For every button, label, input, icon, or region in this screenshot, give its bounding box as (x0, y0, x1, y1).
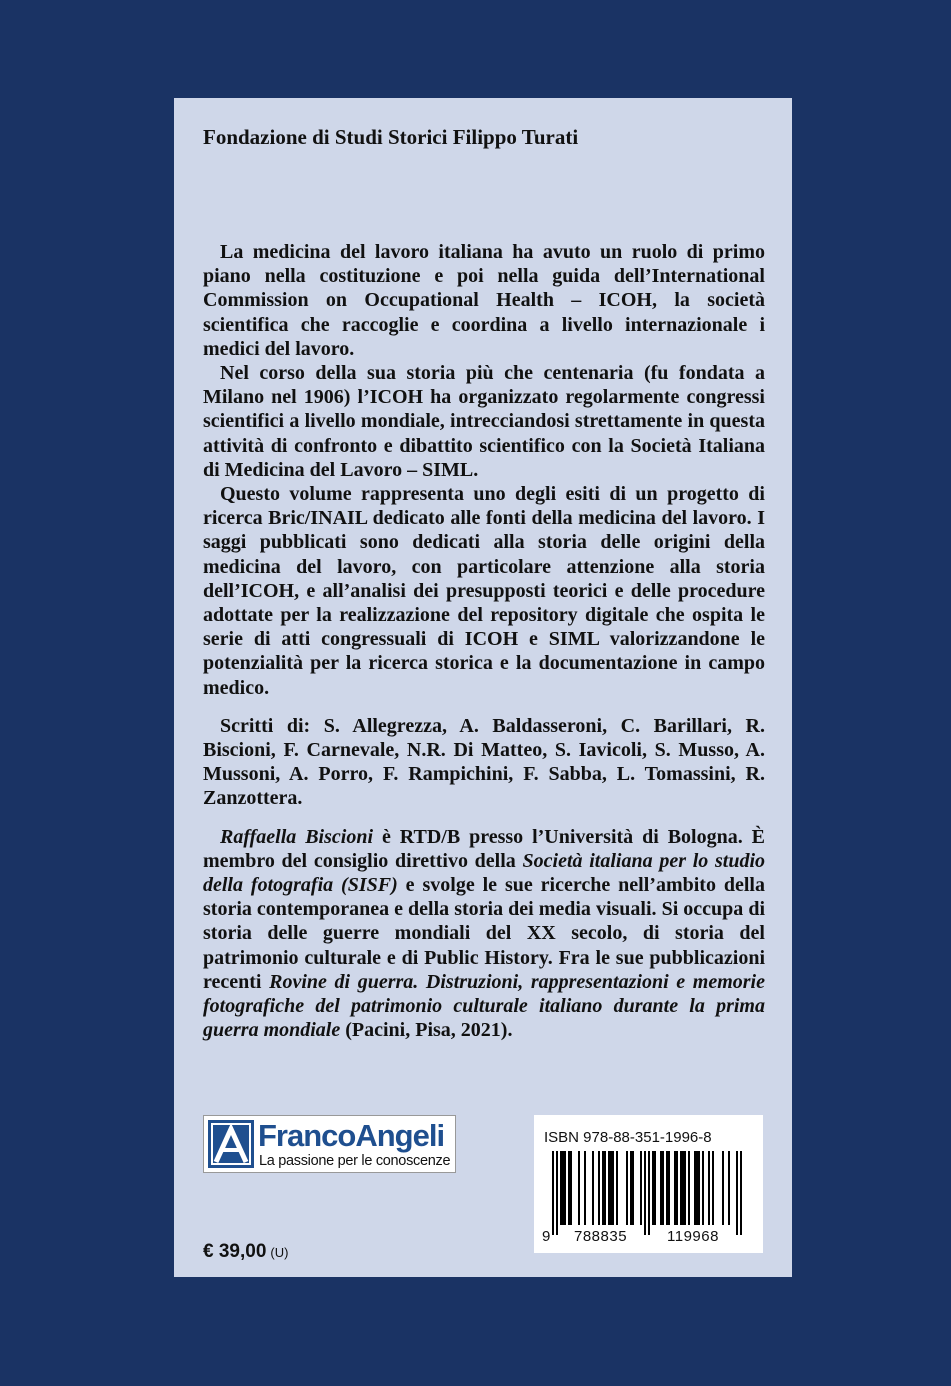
barcode-bar (626, 1151, 628, 1225)
blurb (203, 240, 765, 1043)
price (203, 1241, 288, 1263)
barcode-bar (570, 1151, 572, 1225)
author-bio: Raffaella Biscioni è RTD/B presso l’Università di Bologna. È membro del consiglio direttivo della Società italiana per lo studio della fotografia (SISF) e svolge le sue ricerche nell’ambito della storia contemporanea e della storia dei media visuali. Si occupa di storia delle guerre mondiali del XX secolo, di storia del patrimonio culturale e di Public History. Fra le sue pubblicazioni recenti Rovine di guerra. Distruzioni, rappresentazioni e memorie fotografiche del patrimonio culturale italiano durante la prima guerra mondiale (Pacini, Pisa, 2021). (203, 825, 765, 1042)
back-cover-panel (174, 98, 792, 1277)
barcode-bar (674, 1151, 676, 1225)
barcode-bar (660, 1151, 662, 1225)
barcode-bar (712, 1151, 714, 1225)
barcode-bar (578, 1151, 580, 1225)
barcode-bar (598, 1151, 600, 1225)
barcode-bar (682, 1151, 684, 1225)
barcode-bar (652, 1151, 654, 1225)
barcode-bar (616, 1151, 618, 1225)
barcode-bar (556, 1151, 558, 1235)
isbn-label: ISBN 978-88-351-1996-8 (544, 1129, 712, 1146)
barcode-bar (740, 1151, 742, 1235)
barcode-bar (698, 1151, 700, 1225)
barcode-bar (676, 1151, 678, 1225)
barcode-bar (562, 1151, 564, 1225)
barcode-bar (644, 1151, 646, 1235)
barcode-digits-left: 788835 (574, 1228, 628, 1245)
barcode-bar (696, 1151, 698, 1225)
blurb-paragraph-3: Questo volume rappresenta uno degli esiti di un progetto di ricerca Bric/INAIL dedicato alle fonti della medicina del lavoro. I saggi pubblicati sono dedicati alla storia delle origini della medicina del lavoro, con particolare attenzione alla storia dell’ICOH, e all’analisi dei presupposti teorici e delle procedure adottate per la realizzazione del repository digitale che ospita le serie di atti congressuali di ICOH e SIML valorizzandone le potenzialità per la ricerca storica e la documentazione in campo medico. (203, 483, 765, 699)
barcode-bar (602, 1151, 604, 1225)
barcode-bar (564, 1151, 566, 1225)
blurb-paragraph-1: La medicina del lavoro italiana ha avuto un ruolo di primo piano nella costituzione e poi nella guida dell’International Commission on Occupational Health – ICOH, la società scientifica che raccoglie e coordina a livello internazionale i medici del lavoro. (203, 241, 765, 360)
price-amount: € 39,00 (203, 1241, 267, 1262)
barcode-bar (722, 1151, 724, 1225)
barcode-digit-first: 9 (542, 1228, 551, 1245)
barcode-bar (654, 1151, 656, 1225)
barcode-bar (568, 1151, 570, 1225)
barcode-bar (560, 1151, 562, 1225)
barcode-bar (688, 1151, 690, 1225)
barcode-bar (608, 1151, 610, 1225)
barcode-bar (640, 1151, 642, 1225)
barcode-bar (668, 1151, 670, 1225)
barcode-bar (666, 1151, 668, 1225)
bio-author-name: Raffaella Biscioni (220, 825, 374, 848)
barcode-bar (684, 1151, 686, 1225)
publisher-tagline: La passione per le conoscenze (259, 1153, 451, 1169)
barcode-bar (702, 1151, 704, 1225)
bio-society: Società italiana per lo studio della fotografia (SISF) (203, 849, 765, 897)
barcode-bar (662, 1151, 664, 1225)
publisher-logo-icon (208, 1120, 254, 1168)
barcode-bar (630, 1151, 632, 1225)
series-title: Fondazione di Studi Storici Filippo Turati (203, 125, 579, 149)
publisher-logo (203, 1115, 456, 1173)
barcode-bar (694, 1151, 696, 1225)
barcode-bar (584, 1151, 586, 1225)
price-code: (U) (270, 1245, 289, 1260)
bio-book-title: Rovine di guerra. Distruzioni, rappresentazioni e memorie fotografiche del patrimonio culturale italiano durante la prima guerra mondiale (203, 970, 765, 1042)
authors-list: Scritti di: S. Allegrezza, A. Baldasseroni, C. Barillari, R. Biscioni, F. Carnevale, N.R. Di Matteo, S. Iavicoli, S. Musso, A. Mussoni, A. Porro, F. Rampichini, F. Sabba, L. Tomassini, R. Zanzottera. (203, 714, 765, 810)
barcode-bar (632, 1151, 634, 1225)
barcode-bar (648, 1151, 650, 1235)
barcode-bar (552, 1151, 554, 1235)
barcode-icon (552, 1151, 747, 1235)
barcode-digits-right: 119968 (667, 1228, 719, 1245)
barcode-bar (592, 1151, 594, 1225)
blurb-paragraph-2: Nel corso della sua storia più che centenaria (fu fondata a Milano nel 1906) l’ICOH ha organizzato regolarmente congressi scientifici a livello mondiale, intrecciandosi strettamente in questa attività di confronto e dibattito scientifico con la Società Italiana di Medicina del Lavoro – SIML. (203, 362, 765, 481)
publisher-name: FrancoAngeli (258, 1118, 445, 1153)
barcode-bar (708, 1151, 710, 1225)
barcode-bar (610, 1151, 612, 1225)
barcode-bar (728, 1151, 730, 1225)
barcode-bar (680, 1151, 682, 1225)
barcode-bar (736, 1151, 738, 1235)
barcode-bar (604, 1151, 606, 1225)
isbn-barcode-box (534, 1115, 763, 1253)
barcode-bar (612, 1151, 614, 1225)
